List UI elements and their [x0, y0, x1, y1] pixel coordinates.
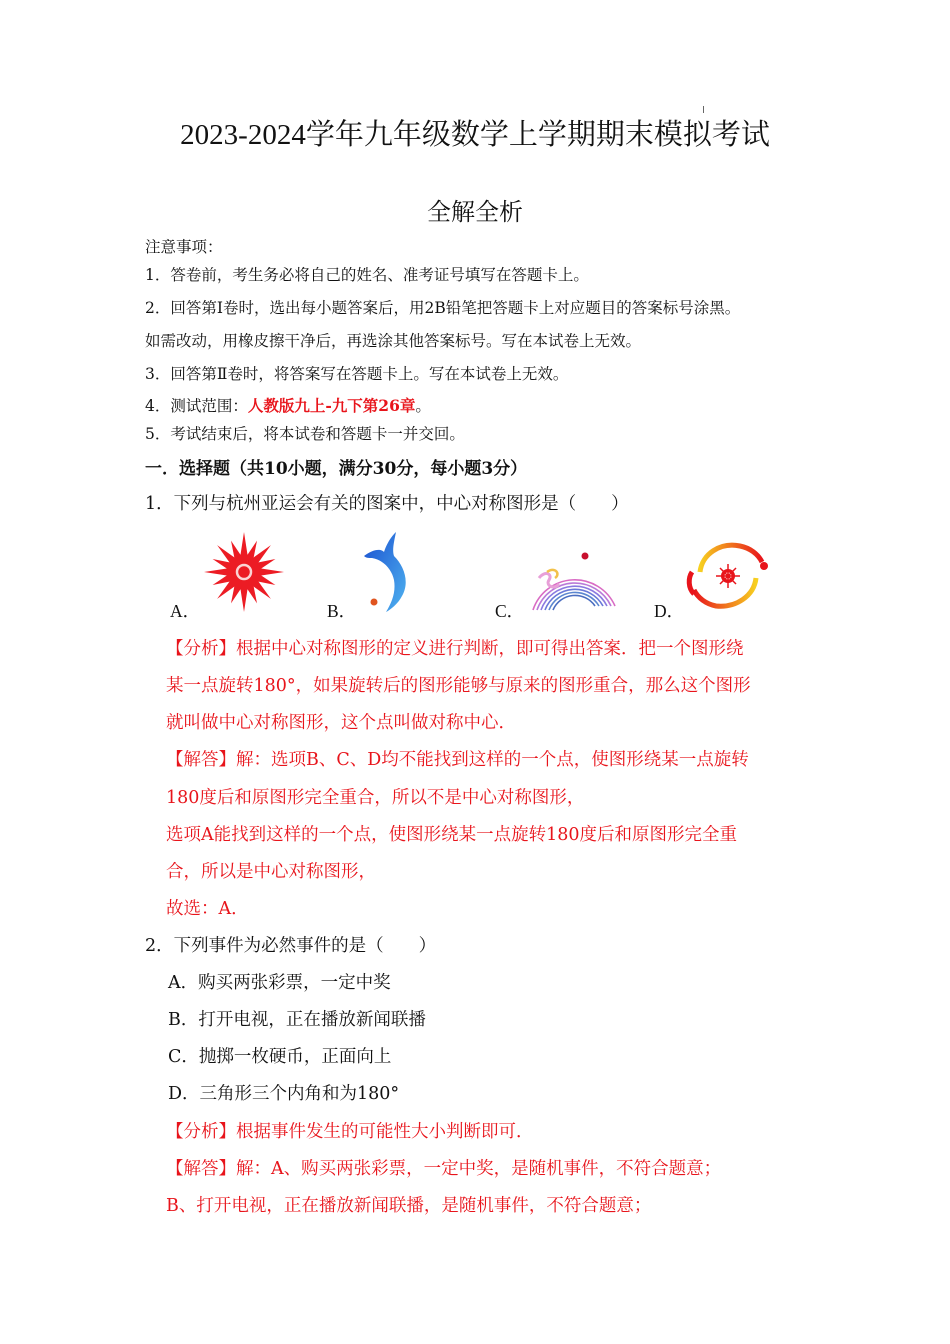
- note-item-3: 3．回答第Ⅱ卷时，将答案写在答题卡上。写在本试卷上无效。: [145, 365, 569, 383]
- q2-solution-line-2: B、打开电视，正在播放新闻联播，是随机事件，不符合题意；: [166, 1196, 652, 1216]
- q1-solution-line-3: 选项A能找到这样的一个点，使图形绕某一点旋转180度后和原图形完全重: [166, 825, 738, 845]
- analysis-tag: 【分析】: [166, 1122, 236, 1142]
- q1-analysis-line-2: 某一点旋转180°，如果旋转后的图形能够与原来的图形重合，那么这个图形: [166, 676, 751, 696]
- analysis-tag: 【分析】: [166, 639, 236, 659]
- q1-option-a-label: A．: [170, 601, 201, 621]
- note-item-5: 5．考试结束后，将本试卷和答题卡一并交回。: [145, 425, 465, 443]
- note-item-2: 2．回答第Ⅰ卷时，选出每小题答案后，用2B铅笔把答题卡上对应题目的答案标号涂黑。: [145, 299, 741, 317]
- q1-option-c-label: C．: [495, 601, 525, 621]
- question-1-stem: 1．下列与杭州亚运会有关的图案中，中心对称图形是（ ）: [145, 494, 629, 514]
- solution-tag: 【解答】: [166, 750, 236, 770]
- note-item-4: [145, 394, 431, 416]
- q1-solution-line-2: 180度后和原图形完全重合，所以不是中心对称图形，: [166, 788, 585, 808]
- q1-analysis-line-1: 【分析】根据中心对称图形的定义进行判断，即可得出答案．把一个图形绕: [166, 639, 744, 659]
- q2-option-c: C．抛掷一枚硬币，正面向上: [168, 1047, 392, 1067]
- red-sun-emblem-icon: [202, 530, 286, 614]
- rainbow-lines-emblem-icon: [525, 548, 620, 613]
- blue-fish-emblem-icon: [358, 530, 418, 615]
- notes-heading: 注意事项：: [145, 238, 223, 256]
- note-item-1: 1．答卷前，考生务必将自己的姓名、准考证号填写在答题卡上。: [145, 266, 589, 284]
- page-title: 2023-2024学年九年级数学上学期期末模拟考试: [180, 119, 770, 151]
- q1-analysis-line-3: 就叫做中心对称图形，这个点叫做对称中心．: [166, 713, 516, 733]
- q1-option-d-label: D．: [654, 601, 685, 621]
- q1-solution-line-1: 【解答】解：选项B、C、D均不能找到这样的一个点，使图形绕某一点旋转: [166, 750, 749, 770]
- q2-analysis-line-1: 【分析】根据事件发生的可能性大小判断即可．: [166, 1122, 534, 1142]
- q2-option-b: B．打开电视，正在播放新闻联播: [168, 1010, 426, 1030]
- q1-solution-line-4: 合，所以是中心对称图形，: [166, 862, 376, 882]
- q1-option-b-label: B．: [327, 601, 357, 621]
- question-2-stem: 2．下列事件为必然事件的是（ ）: [145, 936, 437, 956]
- note-item-4-suffix: 。: [415, 397, 431, 415]
- note-item-2-cont: 如需改动，用橡皮擦干净后，再选涂其他答案标号。写在本试卷上无效。: [145, 332, 642, 350]
- test-scope-highlight: 人教版九上-九下第26章: [247, 396, 416, 415]
- q2-solution-line-1: 【解答】解：A、购买两张彩票，一定中奖，是随机事件，不符合题意；: [166, 1159, 722, 1179]
- solution-tag: 【解答】: [166, 1159, 236, 1179]
- q2-option-a: A．购买两张彩票，一定中奖: [168, 973, 391, 993]
- dragon-circle-emblem-icon: [686, 538, 770, 614]
- section-title: 一．选择题（共10小题，满分30分，每小题3分）: [145, 459, 528, 479]
- page-subtitle: 全解全析: [427, 198, 523, 226]
- q2-option-d: D．三角形三个内角和为180°: [168, 1084, 400, 1104]
- note-item-4-prefix: 4．测试范围：: [145, 397, 248, 415]
- q1-solution-line-5: 故选：A．: [166, 899, 249, 919]
